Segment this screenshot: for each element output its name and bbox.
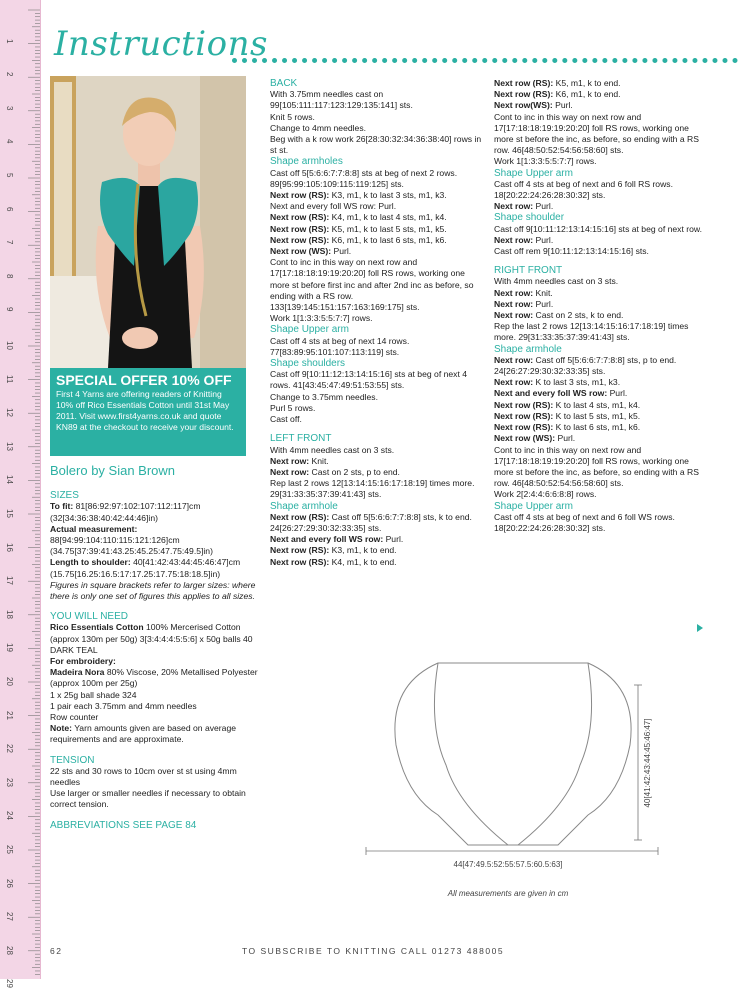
left-front-cont: Next row(WS): Purl. xyxy=(494,100,573,111)
right-armhole-step: Work 2[2:4:4:6:6:8:8] rows. xyxy=(494,489,597,500)
left-armhole-step: Next row (RS): Cast off 5[5:6:6:7:7:8:8] sts, k to end. 24[26:27:29:30:32:33:35] sts. xyxy=(270,511,472,533)
actual-measurement: Actual measurement: 88[94:99:104:110:115:121:126]cm (34.75[37:39:41:43.25:45.25:47.75:49.5]in) xyxy=(50,523,213,557)
right-armhole-step: Next row (RS): K to last 5 sts, m1, k5. xyxy=(494,410,641,421)
diagram-caption: All measurements are given in cm xyxy=(447,889,569,898)
right-upper-arm-heading: Shape Upper arm xyxy=(494,500,573,512)
column-right xyxy=(494,78,706,534)
armhole-step: Next and every foll WS row: Purl. xyxy=(270,201,397,212)
back-step: With 3.75mm needles cast on 99[105:111:117:123:129:135:141] sts. xyxy=(270,89,413,111)
tension-heading: TENSION xyxy=(50,754,95,766)
left-front-edge xyxy=(434,663,508,845)
embroidery-label: For embroidery: xyxy=(50,656,116,667)
ruler-number: 7 xyxy=(5,240,14,245)
ruler-number: 14 xyxy=(5,475,14,485)
sizes-note: Figures in square brackets refer to larger sizes: where there is only one set of figures this applies to all sizes. xyxy=(50,579,256,602)
continue-arrow-icon xyxy=(697,624,703,632)
ruler-number: 18 xyxy=(5,609,14,619)
armhole-step: Next row (RS): K4, m1, k to last 4 sts, m1, k4. xyxy=(270,212,447,223)
embroidery-thread: Madeira Nora 80% Viscose, 20% Metallised Polyester (approx 100m per 25g) xyxy=(50,667,258,689)
sizes-heading: SIZES xyxy=(50,490,79,502)
armhole-step: Cast off 5[5:6:6:7:7:8:8] sts at beg of next 2 rows. 89[95:99:105:109:115:119:125] sts. xyxy=(270,167,458,189)
left-upper-arm-step: Next row: Purl. xyxy=(494,201,554,212)
left-front-cont: Next row (RS): K5, m1, k to end. xyxy=(494,78,621,88)
page-title: Instructions xyxy=(54,24,268,64)
shoulder-step: Cast off. xyxy=(270,414,302,425)
left-armhole-step: Next row (RS): K4, m1, k to end. xyxy=(270,556,397,567)
page-number: 62 xyxy=(50,946,63,956)
offer-text: First 4 Yarns are offering readers of Knitting 10% off Rico Essentials Cotton until 31st May 2011. Visit www.first4yarns.co.uk and quote KN89 at the checkout to receive your discount. xyxy=(56,389,234,432)
armhole-step: Next row (WS): Purl. xyxy=(270,246,352,257)
ruler-number: 20 xyxy=(5,677,14,686)
left-front-step: Next row: Knit. xyxy=(270,455,329,466)
right-front-step: Next row: Knit. xyxy=(494,287,553,298)
ruler-number: 22 xyxy=(5,744,14,754)
ruler-ticks xyxy=(0,0,40,979)
armhole-step: Cont to inc in this way on next row and 17[17:18:18:19:19:20:20] foll RS rows, working one more st before first inc and after 2nd inc as before, so ending with a RS row. 133[139:145:151:157:163:169:175] sts. xyxy=(270,257,474,313)
right-armhole-step: Next row (WS): Purl. xyxy=(494,433,576,444)
ruler-number: 29 xyxy=(5,979,14,988)
row-counter: Row counter xyxy=(50,712,99,723)
ruler-number: 12 xyxy=(5,408,14,418)
ruler-number: 17 xyxy=(5,576,14,586)
ruler-number: 11 xyxy=(5,374,14,383)
ruler-number: 28 xyxy=(5,945,14,955)
ruler-number: 24 xyxy=(5,811,14,821)
left-front-cont: Work 1[1:3:3:5:5:7:7] rows. xyxy=(494,156,597,167)
right-armhole-step: Next row (RS): K to last 4 sts, m1, k4. xyxy=(494,399,641,410)
section-header xyxy=(54,20,744,68)
yarn-note: Note: Yarn amounts given are based on average requirements and are approximate. xyxy=(50,723,236,745)
ruler-number: 2 xyxy=(5,72,14,77)
subscribe-line: TO SUBSCRIBE TO KNITTING CALL 01273 488005 xyxy=(242,946,505,956)
right-armhole-heading: Shape armhole xyxy=(494,343,562,355)
armhole-step: Next row (RS): K5, m1, k to last 5 sts, m1, k5. xyxy=(270,223,447,234)
back-step: Change to 4mm needles. xyxy=(270,122,367,133)
page-footer xyxy=(50,946,740,956)
ruler-number: 5 xyxy=(5,173,14,178)
right-upper-arm-step: Cast off 4 sts at beg of next and 6 foll WS rows. 18[20:22:24:26:28:30:32] sts. xyxy=(494,511,675,533)
shoulders-heading: Shape shoulders xyxy=(270,358,346,370)
back-step: Beg with a k row work 26[28:30:32:34:36:38:40] rows in st st. xyxy=(270,134,482,156)
abbreviations-link[interactable]: ABBREVIATIONS SEE PAGE 84 xyxy=(50,819,197,831)
ball-shade: 1 x 25g ball shade 324 xyxy=(50,689,137,700)
ruler-number: 8 xyxy=(5,273,14,279)
ruler-number: 13 xyxy=(5,441,14,451)
right-front-step: Next row: Cast on 2 sts, k to end. xyxy=(494,310,624,321)
ruler-number: 15 xyxy=(5,509,14,518)
shoulder-step: Cast off 9[10:11:12:13:14:15:16] sts at beg of next 4 rows. 41[43:45:47:49:51:53:55] sts. xyxy=(270,369,468,391)
right-armhole-step: Next and every foll WS row: Purl. xyxy=(494,388,628,399)
column-left xyxy=(50,465,260,831)
tension-advice: Use larger or smaller needles if necessary to obtain correct tension. xyxy=(50,788,246,810)
left-front-cont: Cont to inc in this way on next row and 17[17:18:18:19:19:20:20] foll RS rows, working one more st before the inc, as before, so ending with a RS row. 46[48:50:52:54:56:58:60] sts. xyxy=(494,111,699,156)
to-fit: To fit: 81[86:92:97:102:107:112:117]cm (32[34:36:38:40:42:44:46]in) xyxy=(50,501,201,523)
right-armhole-step: Next row (RS): K to last 6 sts, m1, k6. xyxy=(494,422,641,433)
left-shoulder-step: Next row: Purl. xyxy=(494,234,554,245)
armhole-step: Work 1[1:3:3:5:5:7:7] rows. xyxy=(270,313,373,324)
offer-title: SPECIAL OFFER 10% OFF xyxy=(56,372,232,388)
left-armhole-step: Next and every foll WS row: Purl. xyxy=(270,534,404,545)
tension-gauge: 22 sts and 30 rows to 10cm over st st using 4mm needles xyxy=(50,765,237,788)
upper-arm-step: Cast off 4 sts at beg of next 14 rows. 77[83:89:95:101:107:113:119] sts. xyxy=(270,335,410,357)
ruler-number: 6 xyxy=(5,206,14,212)
armhole-step: Next row (RS): K6, m1, k to last 6 sts, m1, k6. xyxy=(270,234,447,245)
model-illustration xyxy=(50,76,246,368)
right-front-step: Rep the last 2 rows 12[13:14:15:16:17:18:19] times more. 29[31:33:35:37:39:41:43] sts. xyxy=(494,321,689,343)
left-front-heading: LEFT FRONT xyxy=(270,433,332,445)
right-front-step: With 4mm needles cast on 3 sts. xyxy=(494,276,619,287)
needles: 1 pair each 3.75mm and 4mm needles xyxy=(50,700,197,711)
bolero-schematic xyxy=(358,655,668,905)
length-to-shoulder: Length to shoulder: 40[41:42:43:44:45:46:47]cm (15.75[16.25:16.5:17:17.25:17.75:18:18.5]in) xyxy=(50,557,241,579)
ruler-number: 21 xyxy=(5,710,14,720)
materials-heading: YOU WILL NEED xyxy=(50,611,128,623)
left-front-cont: Next row (RS): K6, m1, k to end. xyxy=(494,89,621,100)
column-middle xyxy=(270,78,482,568)
ruler-number: 19 xyxy=(5,643,14,653)
back-heading: BACK xyxy=(270,78,298,89)
ruler-number: 9 xyxy=(5,307,14,312)
left-shoulder-step: Cast off 9[10:11:12:13:14:15:16] sts at beg of next row. xyxy=(494,223,702,234)
armhole-step: Next row (RS): K3, m1, k to last 3 sts, m1, k3. xyxy=(270,190,447,201)
designer-credit: Bolero by Sian Brown xyxy=(50,463,176,478)
height-label: 40[41:42:43:44:45:46:47] xyxy=(643,718,652,808)
left-upper-arm-heading: Shape Upper arm xyxy=(494,167,573,179)
left-armhole-heading: Shape armhole xyxy=(270,500,338,512)
left-upper-arm-step: Cast off 4 sts at beg of next and 6 foll RS rows. 18[20:22:24:26:28:30:32] sts. xyxy=(494,178,673,201)
back-step: Knit 5 rows. xyxy=(270,111,315,122)
right-armhole-step: Next row: K to last 3 sts, m1, k3. xyxy=(494,377,621,388)
bolero-outline xyxy=(395,663,631,845)
right-front-step: Next row: Purl. xyxy=(494,298,554,309)
shoulder-step: Change to 3.75mm needles. xyxy=(270,391,378,402)
right-front-heading: RIGHT FRONT xyxy=(494,265,563,277)
model-photo xyxy=(50,76,246,368)
right-armhole-step: Next row: Cast off 5[5:6:6:7:7:8:8] sts, p to end. 24[26:27:29:30:32:33:35] sts. xyxy=(494,354,677,377)
left-shoulder-heading: Shape shoulder xyxy=(494,212,565,224)
shoulder-step: Purl 5 rows. xyxy=(270,402,316,413)
left-front-step: Rep last 2 rows 12[13:14:15:16:17:18:19] times more. 29[31:33:35:37:39:41:43] sts. xyxy=(270,478,475,500)
title-dotted-rule xyxy=(232,58,738,63)
ruler-number: 4 xyxy=(5,139,14,144)
ruler-number: 1 xyxy=(5,38,14,44)
left-front-step: With 4mm needles cast on 3 sts. xyxy=(270,444,395,455)
special-offer-box xyxy=(50,368,246,456)
right-front-edge xyxy=(518,663,592,845)
armholes-heading: Shape armholes xyxy=(270,156,343,168)
measuring-ruler xyxy=(0,0,41,988)
left-armhole-step: Next row (RS): K3, m1, k to end. xyxy=(270,545,397,556)
left-front-step: Next row: Cast on 2 sts, p to end. xyxy=(270,466,400,477)
ruler-number: 27 xyxy=(5,912,14,922)
left-shoulder-step: Cast off rem 9[10:11:12:13:14:15:16] sts. xyxy=(494,246,649,257)
ruler-number: 23 xyxy=(5,777,14,787)
ruler-number: 10 xyxy=(5,341,14,350)
yarn-info: Rico Essentials Cotton 100% Mercerised Cotton (approx 130m per 50g) 3[3:4:4:4:5:5:6] x 50g balls 40 DARK TEAL xyxy=(50,622,253,655)
ruler-number: 3 xyxy=(5,105,14,111)
ruler-number: 25 xyxy=(5,845,14,854)
ruler-number: 26 xyxy=(5,878,14,888)
right-armhole-step: Cont to inc in this way on next row and 17[17:18:18:19:19:20:20] foll RS rows, working one more st before the inc, as before, so ending with a RS row. 46[48:50:52:54:56:58:60] sts. xyxy=(494,444,699,489)
upper-arm-heading: Shape Upper arm xyxy=(270,324,349,336)
ruler-number: 16 xyxy=(5,542,14,552)
width-label: 44[47:49.5:52:55:57.5:60.5:63] xyxy=(453,860,563,869)
